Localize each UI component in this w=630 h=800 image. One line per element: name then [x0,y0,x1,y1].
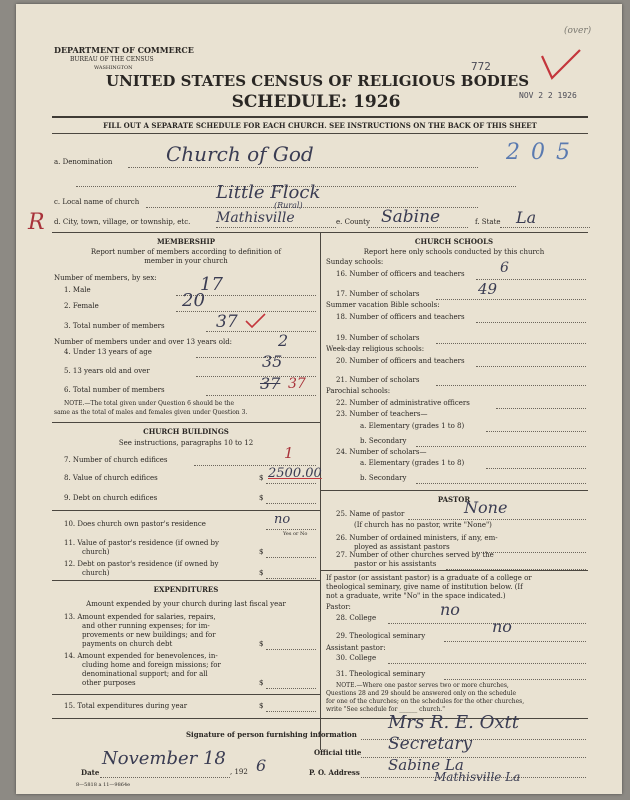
official-title-value: Secretary [388,734,473,754]
q6-struck-value: 37 [260,374,281,393]
county-label: e. County [336,218,370,226]
q2-label: 2. Female [64,302,99,310]
pastor-note-4: write "See schedule for ______ church." [326,706,445,713]
date-label: Date [81,768,100,777]
q11-dollar: $ [259,548,264,556]
header-rule-bottom [52,133,588,134]
q20-label: 20. Number of officers and teachers [336,357,465,365]
q11-line [266,557,316,558]
local-name-label: c. Local name of church [54,198,140,206]
signature-value: Mrs R. E. Oxtt [388,712,519,733]
q26-label-1: 26. Number of ordained ministers, if any, em- [336,534,498,542]
stamp-number: 772 [471,60,491,73]
state-line [500,227,590,228]
city-label: WASHINGTON [94,65,133,71]
signature-label: Signature of person furnishing information [186,730,357,739]
grad-note-1: If pastor (or assistant pastor) is a graduate of a college or [326,574,532,582]
county-line [368,227,468,228]
assistant-pastor-label: Assistant pastor: [326,644,386,652]
q15-dollar: $ [259,702,264,710]
q13-label-3: provements or new buildings; and for [82,631,216,639]
q8-line [266,483,316,484]
weekday-schools-label: Week-day religious schools: [326,345,425,353]
q14-line [266,688,316,689]
q23a-label: a. Elementary (grades 1 to 8) [360,422,465,430]
check-mark-icon [536,44,586,94]
q8-value: 2500.00 [268,466,322,481]
q11-label-1: 11. Value of pastor's residence (if owned by [64,539,219,547]
city-field-value: Mathisville [216,210,295,226]
q14-label-3: denominational support; and for all [82,670,208,678]
po-address-label: P. O. Address [309,768,360,777]
q4-value: 2 [278,331,289,350]
q23b-line [416,446,586,447]
q21-line [436,385,586,386]
official-title-label: Official title [314,748,362,757]
q7-value: 1 [284,444,294,462]
membership-intro-1: Report number of members according to definition of [90,248,282,256]
q7-label: 7. Number of church edifices [64,456,168,464]
q19-label: 19. Number of scholars [336,334,420,342]
q1-label: 1. Male [64,286,91,294]
q22-line [496,408,586,409]
q14-label-1: 14. Amount expended for benevolences, in- [64,652,218,660]
city-rural-note: (Rural) [274,201,303,210]
corner-note: (over) [564,26,592,36]
denomination-label: a. Denomination [54,158,113,166]
q30-line [388,663,586,664]
q31-line [444,679,586,680]
q3-value: 37 [216,312,238,332]
q15-label: 15. Total expenditures during year [64,702,188,710]
buildings-sub: See instructions, paragraphs 10 to 12 [118,439,254,447]
schools-heading: CHURCH SCHOOLS [414,237,494,246]
q12-dollar: $ [259,569,264,577]
q31-label: 31. Theological seminary [336,670,426,678]
expenditures-heading: EXPENDITURES [153,585,219,594]
q14-dollar: $ [259,679,264,687]
q6-label: 6. Total number of members [64,386,165,394]
q6-line [206,395,316,396]
q28-value: no [440,600,460,619]
q13-line [266,649,316,650]
age-note-label: Number of members under and over 13 years old: [54,338,233,346]
city-field-label: d. City, town, village, or township, etc. [54,218,191,226]
q9-label: 9. Debt on church edifices [64,494,158,502]
pastor-note-1: NOTE.—Where one pastor serves two or more churches, [336,682,509,689]
form-number: 8—5818 a 11—9864e [76,782,131,788]
q3-label: 3. Total number of members [64,322,165,330]
q24a-line [486,468,586,469]
grid-divider-vertical [320,232,321,750]
q17-line [436,299,586,300]
q13-label-2: and other running expenses; for im- [82,622,210,630]
po-address-value: Sabine La [388,756,464,774]
q18-line [476,322,586,323]
q29-label: 29. Theological seminary [336,632,426,640]
expenditures-mid-rule [52,694,320,695]
q20-line [476,366,586,367]
q21-label: 21. Number of scholars [336,376,420,384]
local-name-value: Little Flock [216,182,321,203]
q24-label: 24. Number of scholars— [336,448,427,456]
county-value: Sabine [381,207,441,227]
pastor-mid-rule [320,570,588,571]
q28-label: 28. College [336,614,377,622]
q25-line [408,519,586,520]
q10-label: 10. Does church own pastor's residence [64,520,206,528]
grad-note-3: not a graduate, write "No" in the space indicated.) [326,592,506,600]
q29-line [444,641,586,642]
buildings-rule [52,580,320,581]
date-value: November 18 [102,748,226,769]
summer-schools-label: Summer vacation Bible schools: [326,301,440,309]
q5-label: 5. 13 years old and over [64,367,150,375]
schools-rule [320,490,588,491]
q16-label: 16. Number of officers and teachers [336,270,465,278]
q5-value: 35 [262,352,283,371]
received-date-stamp: NOV 2 2 1926 [519,91,577,100]
q25-label: 25. Name of pastor [336,510,405,518]
q25-value: None [464,498,508,517]
q12-label-1: 12. Debt on pastor's residence (if owned by [64,560,219,568]
form-title: UNITED STATES CENSUS OF RELIGIOUS BODIES [106,72,530,90]
pastor-note-3: for one of the churches; on the schedules for the other churches, [326,698,525,705]
q19-line [436,343,586,344]
denomination-value: Church of God [166,142,314,166]
membership-note-1: NOTE.—The total given under Question 6 should be the [64,400,235,407]
year-value: 6 [256,756,267,775]
q30-label: 30. College [336,654,377,662]
q17-label: 17. Number of scholars [336,290,420,298]
q9-line [266,503,316,504]
q14-label-2: cluding home and foreign missions; for [82,661,221,669]
q24b-label: b. Secondary [360,474,407,482]
q10-value: no [274,512,291,527]
q25-hint: (If church has no pastor, write "None") [354,521,492,529]
q24b-line [416,483,586,484]
buildings-mid-rule [52,510,320,511]
q26-label-2: ployed as assistant pastors [354,543,450,551]
pastor-heading: PASTOR [437,495,471,504]
q10-hint: Yes or No [283,531,308,537]
parochial-schools-label: Parochial schools: [326,387,391,395]
date-line [100,777,230,778]
q27-label-1: 27. Number of other churches served by the [336,551,494,559]
q24a-label: a. Elementary (grades 1 to 8) [360,459,465,467]
q23b-label: b. Secondary [360,437,407,445]
schools-sub: Report here only schools conducted by this church [363,248,545,256]
q1-value: 17 [200,274,223,295]
membership-rule [52,422,320,423]
q27-label-2: pastor or his assistants [354,560,437,568]
header-rule-top [52,116,588,118]
q23a-line [486,431,586,432]
q2-value: 20 [182,290,205,311]
census-schedule-sheet [16,4,622,794]
q18-label: 18. Number of officers and teachers [336,313,465,321]
q13-label-1: 13. Amount expended for salaries, repairs, [64,613,216,621]
margin-mark: R [28,210,45,235]
q28-line [388,623,586,624]
state-value: La [516,208,537,227]
grad-note-2: theological seminary, give name of institution below. (If [326,583,523,591]
q14-label-4: other purposes [82,679,136,687]
q23-label: 23. Number of teachers— [336,410,428,418]
year-prefix: , 192 [230,768,248,776]
q17-value: 49 [478,280,498,298]
q4-label: 4. Under 13 years of age [64,348,152,356]
q12-line [266,578,316,579]
q13-label-4: payments on church debt [82,640,173,648]
q22-label: 22. Number of administrative officers [336,399,470,407]
q16-value: 6 [500,260,509,276]
membership-heading: MEMBERSHIP [156,237,216,246]
q29-value: no [492,617,512,636]
pastor-sub-label: Pastor: [326,603,351,611]
department-label: DEPARTMENT OF COMMERCE [54,45,194,55]
sunday-schools-label: Sunday schools: [326,258,384,266]
q13-dollar: $ [259,640,264,648]
schedule-title: SCHEDULE: 1926 [231,92,401,112]
state-label: f. State [475,218,501,226]
denomination-code: 2 0 5 [506,140,572,165]
q8-dollar: $ [259,474,264,482]
q9-dollar: $ [259,494,264,502]
po-address-value-2: Mathisville La [434,770,521,784]
denomination-line [128,167,478,168]
membership-note-2: same as the total of males and females given under Question 3. [54,409,248,416]
q15-line [266,711,316,712]
q6-value: 37 [288,376,306,392]
instruction-line: FILL OUT A SEPARATE SCHEDULE FOR EACH CHURCH. SEE INSTRUCTIONS ON THE BACK OF THIS SHEET [103,121,537,130]
q8-label: 8. Value of church edifices [64,474,158,482]
q3-check-icon [244,312,268,330]
bureau-label: BUREAU OF THE CENSUS [70,56,154,63]
q4-line [196,357,316,358]
q11-label-2: church) [82,548,110,556]
pastor-note-2: Questions 28 and 29 should be answered only on the schedule [326,690,517,697]
buildings-heading: CHURCH BUILDINGS [143,427,229,436]
membership-intro-2: member in your church [144,257,228,265]
expenditures-sub: Amount expended by your church during last fiscal year [86,600,286,608]
q12-label-2: church) [82,569,110,577]
city-field-line [216,227,336,228]
members-by-sex-label: Number of members, by sex: [54,274,157,282]
